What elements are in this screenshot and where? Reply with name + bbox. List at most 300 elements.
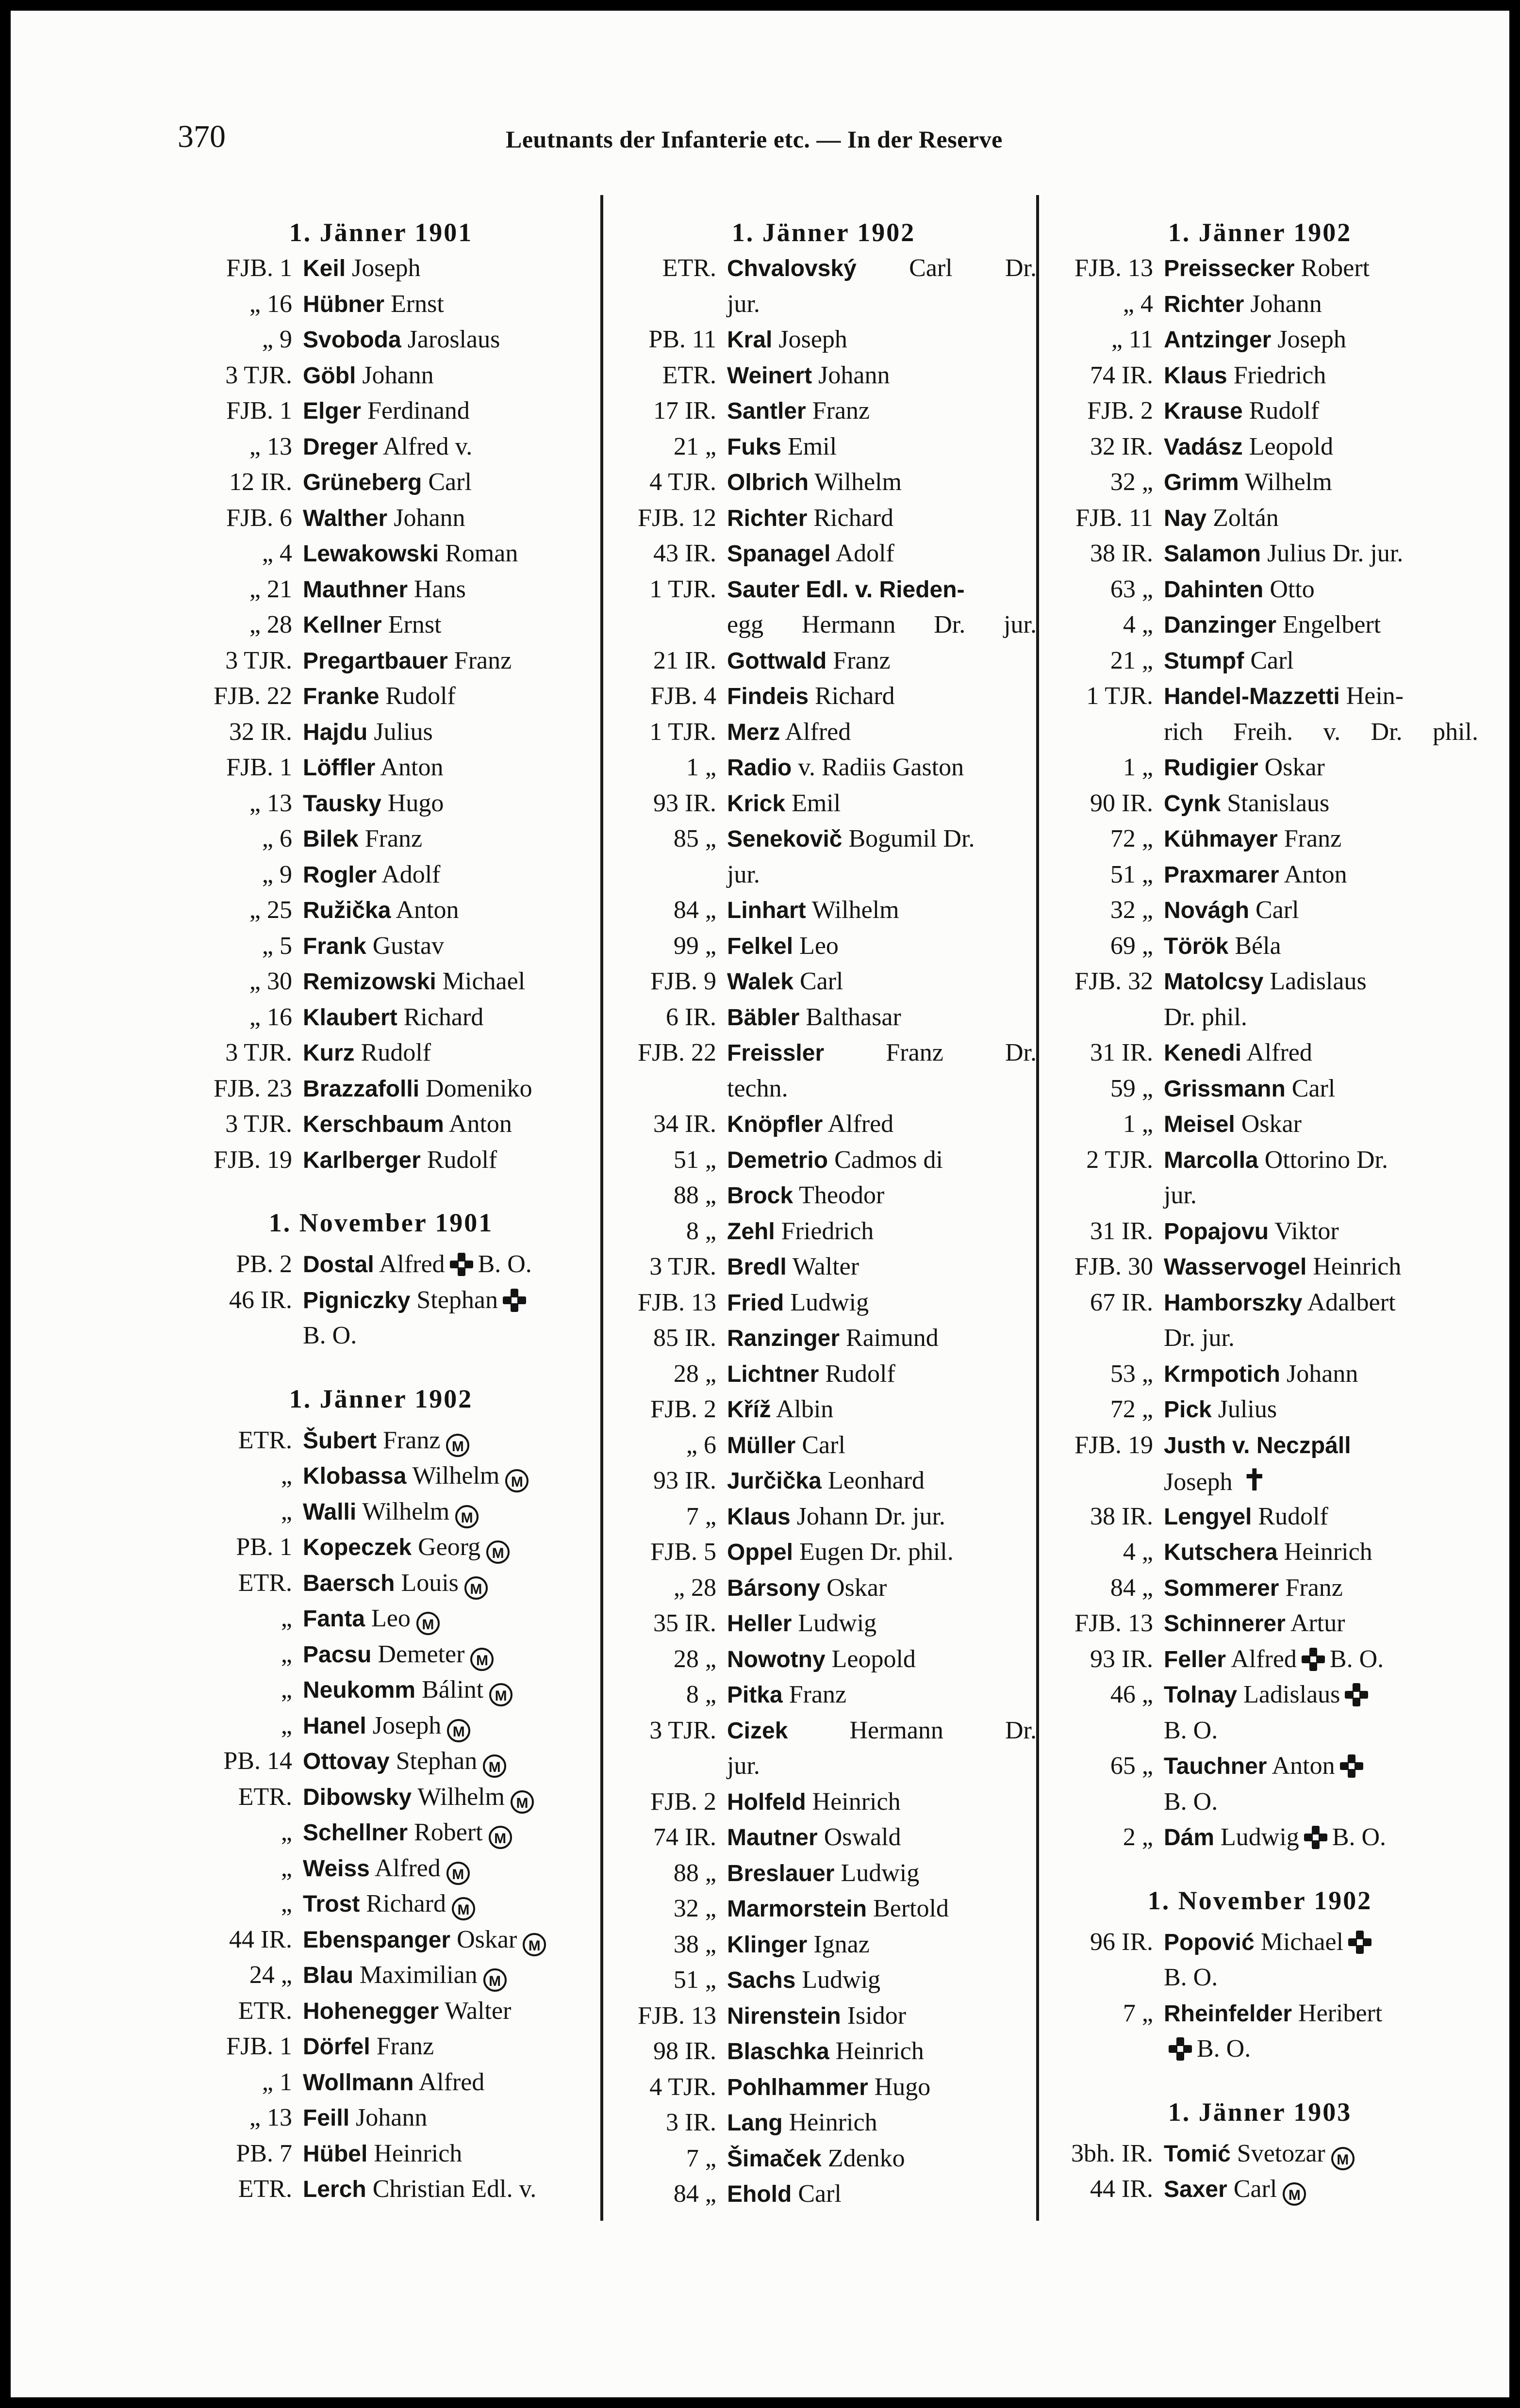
- surname: Bársony: [727, 1575, 821, 1601]
- entry-name: [716, 358, 1037, 394]
- entry-name: [292, 2064, 580, 2101]
- given-name: Dr. jur.: [1164, 1324, 1235, 1352]
- surname: Kellner: [303, 612, 382, 638]
- entry-row: [1041, 928, 1478, 964]
- given-name: Heinrich: [835, 2037, 924, 2065]
- circled-m-icon: M: [446, 1862, 470, 1885]
- surname: Dostal: [303, 1252, 374, 1278]
- surname: Feill: [303, 2105, 350, 2131]
- given-name: Ladislaus: [1270, 967, 1367, 995]
- entry-row: [1041, 786, 1478, 821]
- unit-label: „ 4: [1123, 290, 1153, 318]
- given-name: Wilhelm: [362, 1497, 450, 1525]
- entry-row: [182, 999, 580, 1035]
- section-heading: 1. November 1902: [1147, 1885, 1372, 1915]
- entry-name: [292, 607, 580, 643]
- entry-row: [182, 1246, 580, 1282]
- entry-row: [182, 286, 580, 322]
- given-name: Viktor: [1274, 1217, 1339, 1245]
- section-heading: 1. Jänner 1902: [731, 218, 916, 247]
- surname: Novágh: [1164, 898, 1250, 923]
- section-heading: 1. November 1901: [268, 1208, 494, 1237]
- entry-row: [182, 1423, 580, 1458]
- unit-label: 6 IR.: [666, 1003, 716, 1031]
- unit-label: 21 IR.: [653, 646, 716, 674]
- entry-name: [716, 1285, 1037, 1321]
- entry-row: [1041, 286, 1478, 322]
- given-name: Anton: [1284, 860, 1347, 888]
- entry-row: [182, 1071, 580, 1107]
- surname: Fuks: [727, 434, 782, 460]
- given-name: Roman: [445, 540, 518, 567]
- unit-label: FJB. 22: [638, 1039, 716, 1066]
- given-name: Wilhelm: [1244, 468, 1332, 496]
- surname: Ottovay: [303, 1749, 390, 1774]
- entry-name: [1153, 1677, 1478, 1713]
- surname: Nay: [1164, 505, 1207, 531]
- given-name: Johann: [356, 2104, 428, 2131]
- surname: Olbrich: [727, 470, 809, 495]
- entry-row: [182, 1708, 580, 1744]
- entry-row: [1041, 500, 1478, 536]
- entry-name: [292, 1922, 580, 1958]
- surname: Jurčička: [727, 1468, 822, 1494]
- entry-row: [611, 2176, 1037, 2212]
- entry-name: [182, 1318, 580, 1354]
- surname: Klobassa: [303, 1463, 407, 1489]
- unit-label: 1 TJR.: [1086, 682, 1153, 710]
- surname: Bilek: [303, 826, 359, 852]
- surname: Fanta: [303, 1606, 365, 1632]
- given-name: B. O.: [1164, 1716, 1218, 1744]
- surname: Richter: [1164, 291, 1244, 317]
- unit-label: 3 TJR.: [225, 646, 292, 674]
- unit-label: „ 9: [262, 860, 292, 888]
- unit-label: „ 9: [262, 326, 292, 353]
- entry-row: [182, 928, 580, 964]
- entry-row: [182, 1106, 580, 1142]
- unit-label: 88 „: [673, 1859, 716, 1887]
- given-name: Maximilian: [360, 1961, 478, 1989]
- entry-continuation: [1041, 1713, 1478, 1749]
- unit-label: FJB. 13: [1074, 254, 1153, 282]
- surname: Kühmayer: [1164, 826, 1278, 852]
- given-name: Jaroslaus: [407, 326, 500, 353]
- unit-label: 7 „: [1123, 1999, 1153, 2027]
- surname: Tausky: [303, 790, 381, 817]
- section-heading: 1. Jänner 1901: [289, 218, 473, 247]
- entry-name: [292, 1993, 580, 2030]
- surname: Ranzinger: [727, 1326, 840, 1351]
- unit-label: 3 TJR.: [225, 1110, 292, 1138]
- entry-name: [716, 2069, 1037, 2106]
- surname: Pick: [1164, 1397, 1212, 1423]
- surname: Walther: [303, 505, 388, 531]
- entry-row: [611, 964, 1037, 999]
- unit-label: ETR.: [662, 361, 716, 389]
- given-name: Louis: [401, 1569, 459, 1597]
- unit-label: 3 TJR.: [225, 361, 292, 389]
- entry-name: [716, 1320, 1037, 1357]
- entry-row: [611, 1178, 1037, 1213]
- entry-row: [182, 572, 580, 607]
- unit-label: 31 IR.: [1090, 1217, 1153, 1245]
- unit-label: 88 „: [673, 1181, 716, 1209]
- entry-name: [292, 1458, 580, 1494]
- surname: Göbl: [303, 362, 356, 389]
- entry-name: [716, 1784, 1037, 1820]
- given-name: Heinrich: [1313, 1253, 1402, 1280]
- entry-name: [716, 1178, 1037, 1214]
- surname: Rudigier: [1164, 755, 1258, 781]
- entry-row: [1041, 322, 1478, 358]
- surname: Praxmarer: [1164, 862, 1279, 888]
- entry-row: [611, 250, 1037, 286]
- entry-name: [716, 1035, 1037, 1071]
- entry-row: [611, 1249, 1037, 1285]
- circled-m-icon: M: [505, 1469, 529, 1492]
- entry-name: [716, 1998, 1037, 2034]
- given-name: Hugo: [387, 789, 444, 817]
- entry-name: [1153, 928, 1478, 965]
- entry-name: [1153, 1142, 1478, 1179]
- entry-row: [182, 393, 580, 429]
- surname: Dibowsky: [303, 1784, 412, 1810]
- entry-name: [1041, 1178, 1478, 1213]
- unit-label: FJB. 2: [650, 1787, 716, 1816]
- entry-row: [182, 536, 580, 572]
- entry-continuation: [1041, 1320, 1478, 1356]
- surname: Wollmann: [303, 2069, 414, 2096]
- surname: Walek: [727, 969, 793, 995]
- entry-row: [1041, 1499, 1478, 1535]
- entry-row: [1041, 643, 1478, 679]
- unit-label: 8 „: [686, 1681, 716, 1708]
- surname: Klaus: [1164, 362, 1227, 389]
- surname: Tolnay: [1164, 1682, 1238, 1708]
- given-name: Julius: [374, 718, 433, 746]
- unit-label: 32 „: [1110, 896, 1153, 924]
- entry-name: [1153, 1499, 1478, 1535]
- unit-label: 12 IR.: [229, 468, 292, 496]
- given-name: Bogumil Dr.: [848, 825, 975, 852]
- surname: Marcolla: [1164, 1147, 1258, 1173]
- surname: Fried: [727, 1290, 784, 1316]
- surname: Mauthner: [303, 576, 408, 603]
- entry-name: [1153, 500, 1478, 537]
- unit-label: „ 16: [249, 1003, 292, 1031]
- entry-row: [182, 1142, 580, 1178]
- unit-label: ETR.: [238, 1569, 292, 1597]
- entry-name: [716, 892, 1037, 929]
- entry-name: [1153, 821, 1478, 857]
- unit-label: 63 „: [1110, 575, 1153, 603]
- entry-name: [292, 1565, 580, 1602]
- entry-row: [611, 1570, 1037, 1606]
- entry-name: [292, 786, 580, 822]
- entry-row: [611, 536, 1037, 572]
- given-name: Theodor: [799, 1181, 885, 1209]
- entry-name: [1153, 1534, 1478, 1571]
- entry-row: [182, 643, 580, 679]
- entry-name: [1041, 1960, 1478, 1996]
- given-name: Emil: [788, 432, 837, 460]
- unit-label: 21 „: [673, 432, 716, 460]
- surname: Schellner: [303, 1820, 408, 1846]
- unit-label: 1 „: [686, 754, 716, 781]
- circled-m-icon: M: [489, 1683, 512, 1706]
- unit-label: FJB. 5: [650, 1538, 716, 1566]
- unit-label: „ 13: [249, 2104, 292, 2131]
- entry-row: [611, 1392, 1037, 1427]
- entry-row: [1041, 1035, 1478, 1071]
- unit-label: FJB. 19: [214, 1146, 292, 1174]
- given-name: Michael: [442, 967, 526, 995]
- entry-name: [292, 393, 580, 429]
- surname: Salamon: [1164, 541, 1261, 567]
- entry-row: [611, 322, 1037, 358]
- entry-row: [182, 2136, 580, 2172]
- unit-label: FJB. 1: [226, 2032, 292, 2060]
- surname: Kurz: [303, 1040, 355, 1066]
- given-name: Richard: [813, 504, 893, 532]
- unit-label: 51 „: [1110, 860, 1153, 888]
- entry-row: [182, 2064, 580, 2100]
- entry-row: [1041, 1605, 1478, 1641]
- entry-name: [1041, 999, 1478, 1035]
- given-name: Rudolf: [1249, 397, 1320, 425]
- given-name: Carl: [1250, 646, 1294, 674]
- entry-name: [716, 1356, 1037, 1392]
- given-name: Richard: [815, 682, 895, 710]
- surname: Kenedi: [1164, 1040, 1242, 1066]
- entry-name: [292, 464, 580, 501]
- entry-name: [292, 1851, 580, 1887]
- surname: Holfeld: [727, 1789, 806, 1815]
- unit-label: 93 IR.: [653, 789, 716, 817]
- entry-name: [292, 1142, 580, 1179]
- entry-row: [182, 1601, 580, 1637]
- entry-row: [1041, 892, 1478, 928]
- unit-label: 43 IR.: [653, 540, 716, 567]
- given-name: Zdenko: [827, 2144, 905, 2172]
- entry-row: [182, 1779, 580, 1815]
- unit-label: 96 IR.: [1090, 1928, 1153, 1956]
- given-name: Johann: [1250, 290, 1322, 318]
- cross-decoration-icon: [1169, 2037, 1192, 2061]
- surname: Hamborszky: [1164, 1290, 1303, 1316]
- award-text: B. O.: [478, 1250, 532, 1278]
- given-name: Carl: [1233, 2175, 1277, 2203]
- surname: Nowotny: [727, 1646, 826, 1672]
- entry-name: [292, 1494, 580, 1530]
- surname: Knöpfler: [727, 1112, 823, 1137]
- entry-row: [1041, 750, 1478, 786]
- entry-name: [716, 1570, 1037, 1606]
- entry-row: [611, 2069, 1037, 2105]
- entry-row: [1041, 2171, 1478, 2207]
- entry-name: [292, 429, 580, 465]
- surname: Grüneberg: [303, 470, 422, 495]
- unit-label: 3 IR.: [666, 2109, 716, 2136]
- entry-row: [182, 1886, 580, 1922]
- entry-name: [716, 2141, 1037, 2177]
- unit-label: 2 TJR.: [1086, 1146, 1153, 1174]
- entry-row: [182, 1957, 580, 1993]
- surname: Danzinger: [1164, 612, 1277, 638]
- surname: Kral: [727, 327, 773, 353]
- surname: Lichtner: [727, 1361, 819, 1387]
- surname: Chvalovský: [727, 256, 857, 281]
- given-name: Richard: [366, 1890, 446, 1917]
- entry-row: [182, 464, 580, 500]
- given-name: Balthasar: [806, 1003, 901, 1031]
- entry-continuation: [1041, 1463, 1478, 1499]
- surname: Marmorstein: [727, 1896, 867, 1922]
- surname: Kerschbaum: [303, 1112, 444, 1137]
- surname: Bäbler: [727, 1004, 800, 1031]
- entry-row: [611, 1927, 1037, 1963]
- entry-name: [716, 322, 1037, 358]
- entry-row: [1041, 1213, 1478, 1249]
- entry-name: [1153, 1748, 1478, 1785]
- entry-name: [292, 714, 580, 751]
- entry-row: [611, 464, 1037, 500]
- given-name: Alfred: [418, 2068, 485, 2096]
- entry-name: [292, 1708, 580, 1744]
- entry-name: [1153, 464, 1478, 501]
- entry-name: [1153, 678, 1478, 715]
- unit-label: 31 IR.: [1090, 1039, 1153, 1066]
- entry-name: [292, 2029, 580, 2065]
- award-text: B. O.: [1332, 1823, 1387, 1851]
- entry-name: [1153, 643, 1478, 679]
- entry-row: [1041, 536, 1478, 572]
- given-name: Franz: [1284, 825, 1342, 852]
- surname: Popović: [1164, 1929, 1255, 1955]
- given-name: Rudolf: [385, 682, 456, 710]
- given-name: Carl Dr.: [909, 254, 1037, 282]
- unit-label: FJB. 22: [214, 682, 292, 710]
- page-header: [11, 118, 1509, 157]
- entry-name: [716, 250, 1037, 287]
- given-name: Stephan: [416, 1286, 498, 1314]
- entry-name: [292, 250, 580, 287]
- given-name: Oskar: [826, 1573, 887, 1602]
- surname: Vadász: [1164, 434, 1243, 460]
- surname: Meisel: [1164, 1112, 1235, 1137]
- unit-label: FJB. 32: [1074, 967, 1153, 995]
- unit-label: 69 „: [1110, 932, 1153, 960]
- given-name: jur.: [727, 1752, 760, 1780]
- column-rule: [600, 195, 603, 2221]
- entry-row: [182, 250, 580, 286]
- entry-row: [1041, 1641, 1478, 1677]
- given-name: Carl: [1256, 896, 1299, 924]
- entry-row: [1041, 1285, 1478, 1321]
- surname: Kutschera: [1164, 1540, 1278, 1565]
- entry-name: [1153, 1213, 1478, 1250]
- unit-label: 28 „: [673, 1645, 716, 1673]
- surname: Kříž: [727, 1397, 771, 1423]
- unit-label: 35 IR.: [653, 1609, 716, 1637]
- circled-m-icon: M: [464, 1576, 488, 1600]
- unit-label: 46 „: [1110, 1681, 1153, 1708]
- given-name: Joseph: [1164, 1468, 1233, 1496]
- unit-label: ETR.: [238, 1426, 292, 1454]
- entry-name: [292, 500, 580, 537]
- entry-row: [182, 1529, 580, 1565]
- given-name: Johann: [394, 504, 465, 532]
- given-name: egg Hermann Dr. jur.: [727, 611, 1037, 639]
- entry-name: [1153, 1996, 1478, 2032]
- given-name: Albin: [776, 1395, 834, 1423]
- entry-name: [716, 500, 1037, 537]
- surname: Elger: [303, 398, 362, 424]
- surname: Ehold: [727, 2181, 792, 2207]
- unit-label: 53 „: [1110, 1360, 1153, 1388]
- surname: Senekovič: [727, 826, 843, 852]
- entry-row: [1041, 1142, 1478, 1178]
- surname: Antzinger: [1164, 327, 1272, 353]
- unit-label: FJB. 13: [638, 1288, 716, 1316]
- entry-name: [292, 1601, 580, 1637]
- entry-continuation: [1041, 1960, 1478, 1996]
- given-name: Johann: [362, 361, 434, 389]
- entry-row: [1041, 2136, 1478, 2172]
- unit-label: 4 „: [1123, 1538, 1153, 1566]
- surname: Bredl: [727, 1254, 787, 1280]
- surname: Walli: [303, 1499, 357, 1525]
- surname: Blau: [303, 1963, 354, 1988]
- given-name: Bálint: [422, 1676, 484, 1704]
- surname: Grimm: [1164, 470, 1239, 495]
- entry-name: [1153, 1924, 1478, 1961]
- given-name: Franz: [383, 1426, 441, 1454]
- unit-label: 24 „: [249, 1961, 292, 1989]
- surname: Rogler: [303, 862, 377, 888]
- surname: Tauchner: [1164, 1753, 1267, 1779]
- entry-continuation: [1041, 714, 1478, 750]
- given-name: Artur: [1290, 1609, 1345, 1637]
- given-name: Hugo: [874, 2073, 931, 2101]
- surname: Dörfel: [303, 2034, 370, 2060]
- given-name: Alfred v.: [382, 432, 473, 460]
- entry-row: [611, 1427, 1037, 1463]
- entry-row: [1041, 857, 1478, 893]
- given-name: Rudolf: [825, 1360, 895, 1388]
- surname: Šubert: [303, 1427, 377, 1454]
- award-text: B. O.: [1197, 2035, 1251, 2063]
- given-name: Robert: [414, 1818, 483, 1846]
- given-name: Carl: [1291, 1074, 1336, 1102]
- entry-name: [716, 821, 1037, 857]
- given-name: Wilhelm: [412, 1462, 500, 1490]
- unit-label: 1 „: [1123, 1110, 1153, 1138]
- given-name: Alfred: [785, 718, 851, 746]
- entry-name: [1153, 1570, 1478, 1606]
- given-name: Carl: [428, 468, 472, 496]
- unit-label: 38 IR.: [1090, 1502, 1153, 1530]
- entry-name: [292, 286, 580, 323]
- given-name: Adolf: [835, 540, 894, 567]
- given-name: Anton: [380, 754, 444, 781]
- entry-row: [182, 2029, 580, 2064]
- given-name: Ludwig: [798, 1609, 877, 1637]
- surname: Freissler: [727, 1040, 825, 1066]
- surname: Kopeczek: [303, 1535, 412, 1560]
- unit-label: 34 IR.: [653, 1110, 716, 1138]
